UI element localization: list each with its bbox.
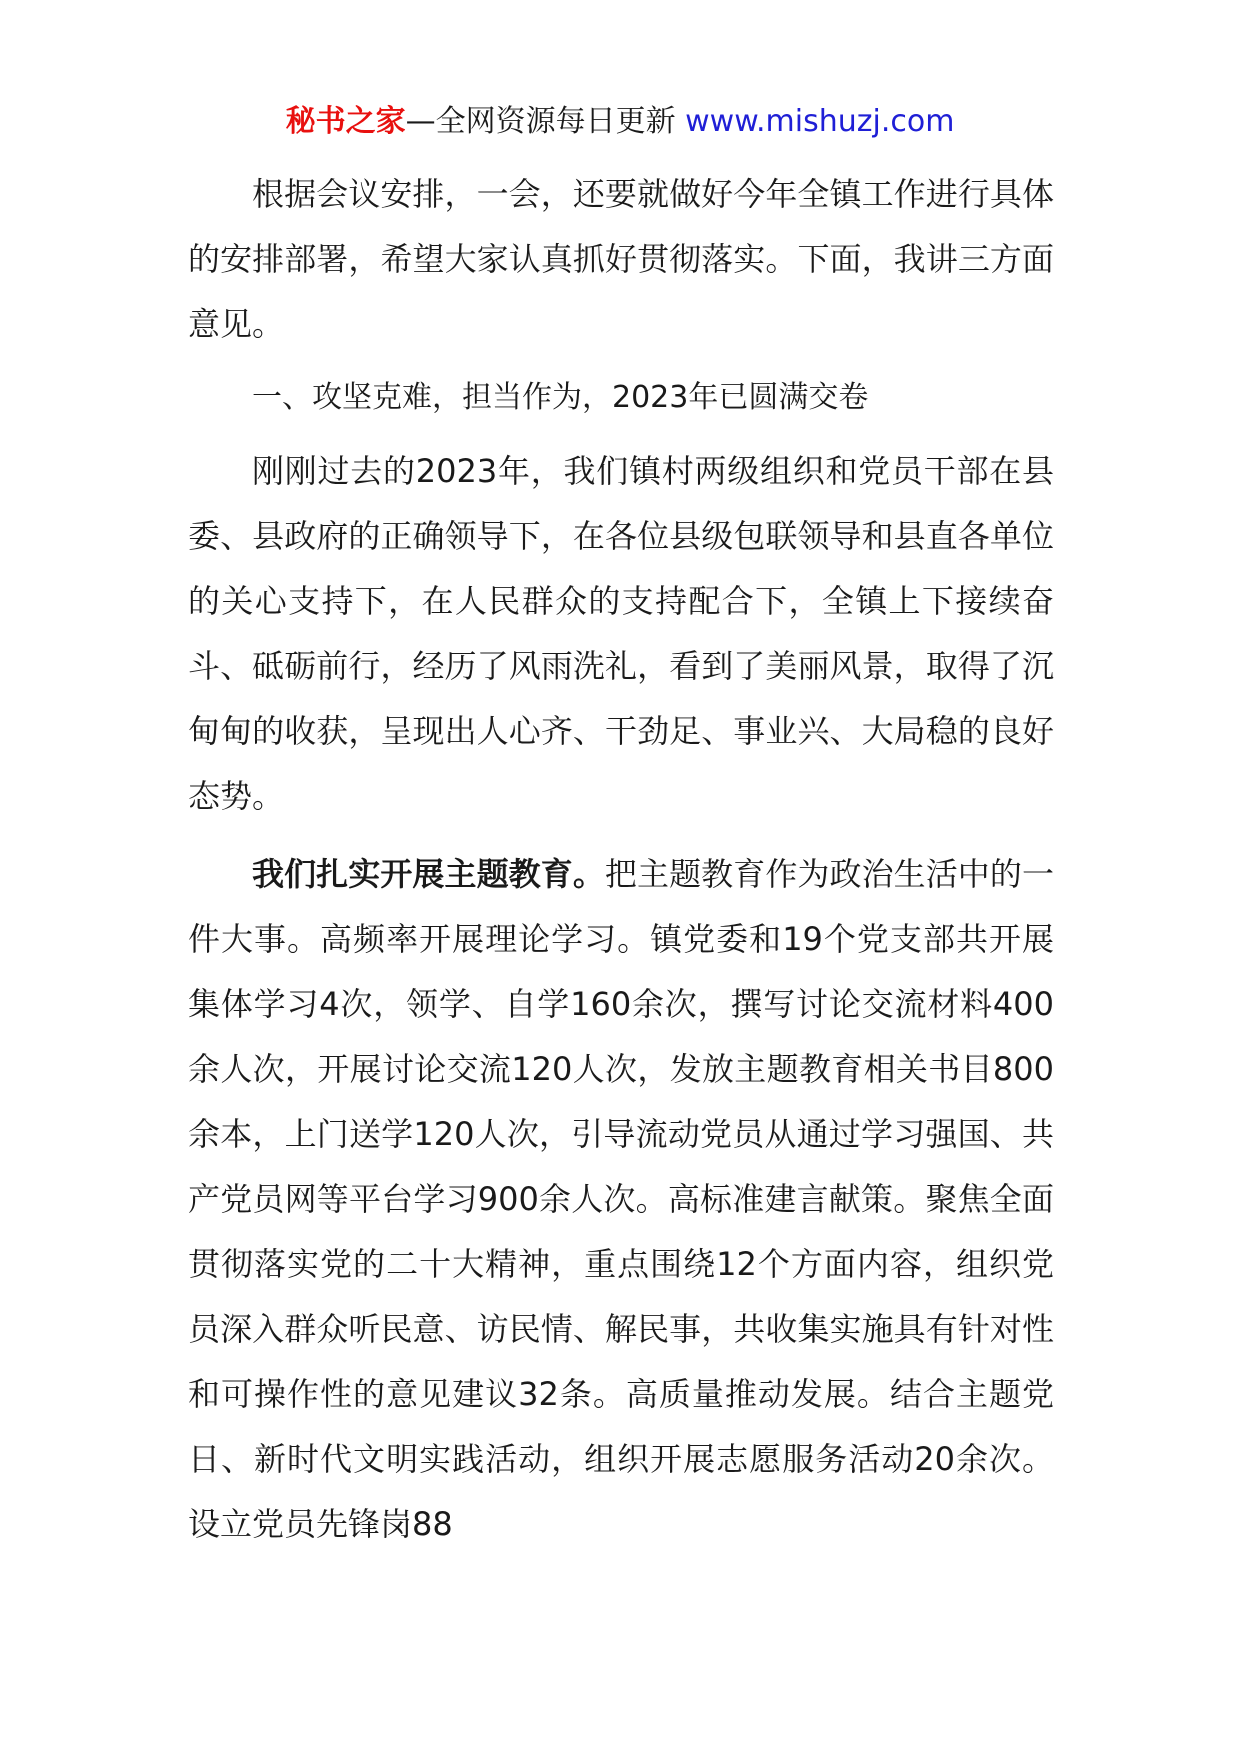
brand-name: 秘书之家 xyxy=(285,104,406,139)
header-tagline: —全网资源每日更新 xyxy=(405,104,686,139)
site-url-link[interactable]: www.mishuzj.com xyxy=(685,104,955,139)
section-heading: 一、攻坚克难，担当作为，2023年已圆满交卷 xyxy=(252,380,869,415)
page-header xyxy=(0,100,1240,144)
theme-education-paragraph xyxy=(188,842,1054,1557)
paragraph-lead: 我们扎实开展主题教育。 xyxy=(252,855,605,893)
document-body xyxy=(188,162,1054,1557)
paragraph-body: 把主题教育作为政治生活中的一件大事。高频率开展理论学习。镇党委和19个党支部共开展集体学习4次，领学、自学160余次，撰写讨论交流材料400余人次，开展讨论交流120人次，发放主题教育相关书目800余本，上门送学120人次，引导流动党员从通过学习强国、共产党员网等平台学习900余人次。高标准建言献策。聚焦全面贯彻落实党的二十大精神，重点围绕12个方面内容，组织党员深入群众听民意、访民情、解民事，共收集实施具有针对性和可操作性的意见建议32条。高质量推动发展。结合主题党日、新时代文明实践活动，组织开展志愿服务活动20余次。设立党员先锋岗88 xyxy=(188,855,1054,1543)
summary-paragraph: 刚刚过去的2023年，我们镇村两级组织和党员干部在县委、县政府的正确领导下，在各位县级包联领导和县直各单位的关心支持下，在人民群众的支持配合下，全镇上下接续奋斗、砥砺前行，经历了风雨洗礼，看到了美丽风景，取得了沉甸甸的收获，呈现出人心齐、干劲足、事业兴、大局稳的良好态势。 xyxy=(188,452,1054,815)
intro-paragraph: 根据会议安排，一会，还要就做好今年全镇工作进行具体的安排部署，希望大家认真抓好贯彻落实。下面，我讲三方面意见。 xyxy=(188,175,1054,343)
